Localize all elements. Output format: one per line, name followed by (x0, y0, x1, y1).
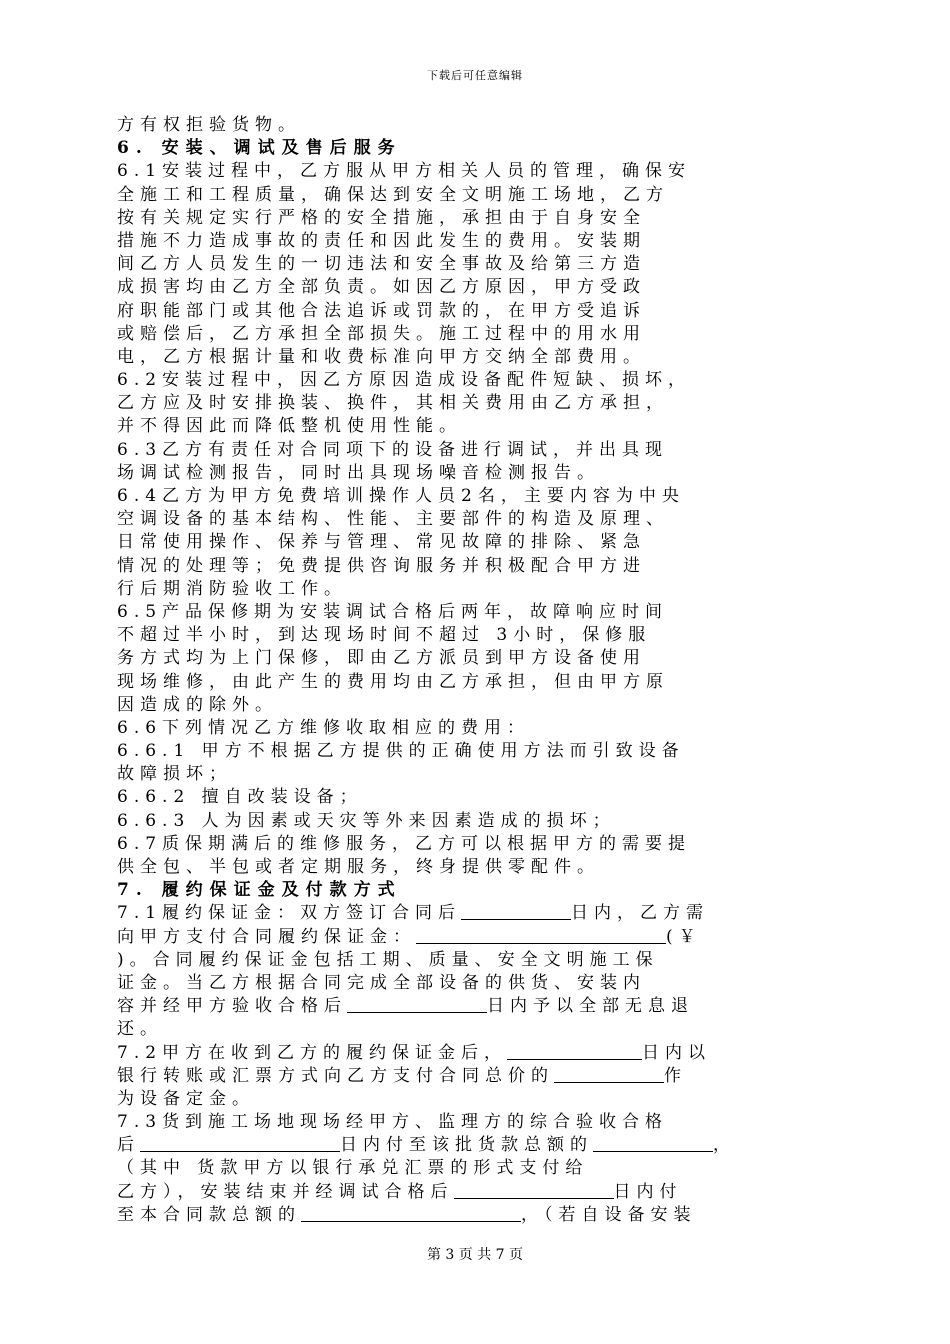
line-text: 7.3货到施工场地现场经甲方、监理方的综合验收合格 (117, 1112, 669, 1133)
text-line (117, 624, 827, 647)
fill-in-blank (347, 996, 487, 1013)
line-text: 7. 履约保证金及付款方式 (117, 880, 402, 901)
fill-in-blank (454, 1182, 614, 1199)
line-text: 6. 安装、调试及售后服务 (117, 138, 402, 159)
text-line (117, 508, 827, 531)
line-text: 6.4乙方为甲方免费培训操作人员2名，主要内容为中央 (117, 486, 685, 506)
line-text: 6.6.3 人为因素或天灾等外来因素造成的损坏； (117, 810, 616, 831)
text-line (117, 439, 827, 462)
text-line (117, 1111, 827, 1134)
section-heading (117, 137, 827, 160)
line-text: 日常使用操作、保养与管理、常见故障的排除、紧急 (117, 532, 646, 553)
text-line (117, 276, 827, 299)
line-text: 情况的处理等；免费提供咨询服务并积极配合甲方进 (117, 555, 646, 576)
line-text: 日内，乙方需 (571, 903, 710, 924)
text-line (117, 601, 827, 624)
text-line (117, 1157, 827, 1180)
text-line (117, 369, 827, 392)
text-line (117, 253, 827, 276)
text-line (117, 647, 827, 670)
line-text: 按有关规定实行严格的安全措施，承担由于自身安全 (117, 207, 646, 228)
text-line (117, 555, 827, 578)
line-text: 为设备定金。 (117, 1088, 255, 1109)
text-line (117, 902, 827, 925)
line-text: 6.2安装过程中，因乙方原因造成设备配件短缺、损坏， (117, 370, 692, 391)
line-text: 向甲方支付合同履约保证金： (117, 926, 416, 947)
text-line (117, 995, 827, 1018)
text-line (117, 1204, 827, 1227)
line-text: 空调设备的基本结构、性能、主要部件的构造及原理、 (117, 509, 669, 530)
text-line (117, 833, 827, 856)
line-text: 日内予以全部无息退 (487, 996, 694, 1017)
text-line (117, 810, 827, 833)
text-line (117, 786, 827, 809)
line-text: 还。 (117, 1019, 163, 1040)
line-text: ，（若自设备安装 (521, 1204, 697, 1225)
line-text: 并不得因此而降低整机使用性能。 (117, 416, 462, 437)
line-text: 因造成的除外。 (117, 694, 278, 715)
line-text: 乙方应及时安排换装、换件，其相关费用由乙方承担， (117, 393, 669, 414)
text-line (117, 740, 827, 763)
line-text: 场调试检测报告，同时出具现场噪音检测报告。 (117, 462, 600, 483)
text-line (117, 1181, 827, 1204)
text-line (117, 160, 827, 183)
line-text: 6.1安装过程中，乙方服从甲方相关人员的管理，确保安 (117, 161, 692, 182)
text-line (117, 972, 827, 995)
text-line (117, 415, 827, 438)
page-header: 下载后可任意编辑 (427, 69, 523, 82)
line-text: 7.2甲方在收到乙方的履约保证金后， (117, 1042, 508, 1063)
line-text: 容并经甲方验收合格后 (117, 996, 347, 1017)
line-text: 措施不力造成事故的责任和因此发生的费用。安装期 (117, 230, 646, 251)
line-text: 后 (117, 1135, 140, 1156)
line-text: 证金。当乙方根据合同完成全部设备的供货、安装内 (117, 972, 646, 993)
text-line (117, 531, 827, 554)
line-text: 府职能部门或其他合法追诉或罚款的，在甲方受追诉 (117, 300, 646, 321)
text-line (117, 346, 827, 369)
line-text: 务方式均为上门保修，即由乙方派员到甲方设备使用 (117, 648, 646, 669)
line-text: 6.5产品保修期为安装调试合格后两年，故障响应时间 (117, 601, 669, 622)
fill-in-blank (461, 903, 571, 920)
page-footer: 第 3 页 共 7 页 (426, 1247, 524, 1263)
line-text: 6.3乙方有责任对合同项下的设备进行调试，并出具现 (117, 439, 669, 460)
text-line (117, 694, 827, 717)
fill-in-blank (507, 1043, 642, 1060)
text-line (117, 1018, 827, 1041)
line-text: 作 (664, 1065, 687, 1086)
line-text: 乙方），安装结束并经调试合格后 (117, 1181, 454, 1202)
line-text: 全施工和工程质量，确保达到安全文明施工场地，乙方 (117, 184, 669, 205)
fill-in-blank (593, 1135, 713, 1152)
text-line (117, 462, 827, 485)
line-text: )。合同履约保证金包括工期、质量、安全文明施工保 (117, 949, 659, 970)
text-line (117, 671, 827, 694)
line-text: 日内以 (642, 1042, 712, 1063)
line-text: 6.6下列情况乙方维修收取相应的费用： (117, 717, 531, 738)
line-text: 方有权拒验货物。 (117, 115, 301, 135)
fill-in-blank (416, 927, 666, 944)
text-line (117, 114, 827, 137)
text-line (117, 856, 827, 879)
line-text: 日内付至该批货款总额的 (340, 1135, 593, 1156)
line-text: 间乙方人员发生的一切违法和安全事故及给第三方造 (117, 254, 646, 275)
line-text: 日内付 (613, 1181, 683, 1202)
line-text: 行后期消防验收工作。 (117, 578, 347, 599)
line-text: ， (713, 1135, 736, 1156)
text-line (117, 578, 827, 601)
text-line (117, 926, 827, 949)
text-line (117, 949, 827, 972)
line-text: （其中 货款甲方以银行承兑汇票的形式支付给 (117, 1158, 589, 1179)
text-line (117, 392, 827, 415)
text-line (117, 300, 827, 323)
fill-in-blank (140, 1135, 340, 1152)
line-text: 至本合同款总额的 (117, 1204, 301, 1225)
line-text: 成损害均由乙方全部负责。如因乙方原因，甲方受政 (117, 277, 646, 298)
document-body (117, 114, 827, 1227)
text-line (117, 1088, 827, 1111)
text-line (117, 717, 827, 740)
line-text: 供全包、半包或者定期服务，终身提供零配件。 (117, 857, 600, 877)
text-line (117, 1065, 827, 1088)
line-text: 故障损坏； (117, 764, 232, 785)
line-text: 6.7质保期满后的维修服务，乙方可以根据甲方的需要提 (117, 833, 692, 854)
line-text: 现场维修，由此产生的费用均由乙方承担，但由甲方原 (117, 671, 669, 692)
line-text: 6.6.2 擅自改装设备； (117, 787, 363, 808)
line-text: 电，乙方根据计量和收费标准向甲方交纳全部费用。 (117, 346, 646, 367)
line-text: 或赔偿后，乙方承担全部损失。施工过程中的用水用 (117, 323, 646, 344)
text-line (117, 485, 827, 508)
line-text: 6.6.1 甲方不根据乙方提供的正确使用方法而引致设备 (117, 741, 685, 762)
text-line (117, 1042, 827, 1065)
text-line (117, 323, 827, 346)
fill-in-blank (301, 1205, 521, 1222)
line-text: (￥ (666, 926, 702, 947)
section-heading (117, 879, 827, 902)
text-line (117, 763, 827, 786)
line-text: 银行转账或汇票方式向乙方支付合同总价的 (117, 1065, 554, 1086)
line-text: 7.1履约保证金：双方签订合同后 (117, 903, 462, 924)
text-line (117, 230, 827, 253)
line-text: 不超过半小时，到达现场时间不超过 3小时，保修服 (117, 625, 652, 646)
text-line (117, 1134, 827, 1157)
fill-in-blank (554, 1066, 664, 1083)
text-line (117, 207, 827, 230)
text-line (117, 184, 827, 207)
